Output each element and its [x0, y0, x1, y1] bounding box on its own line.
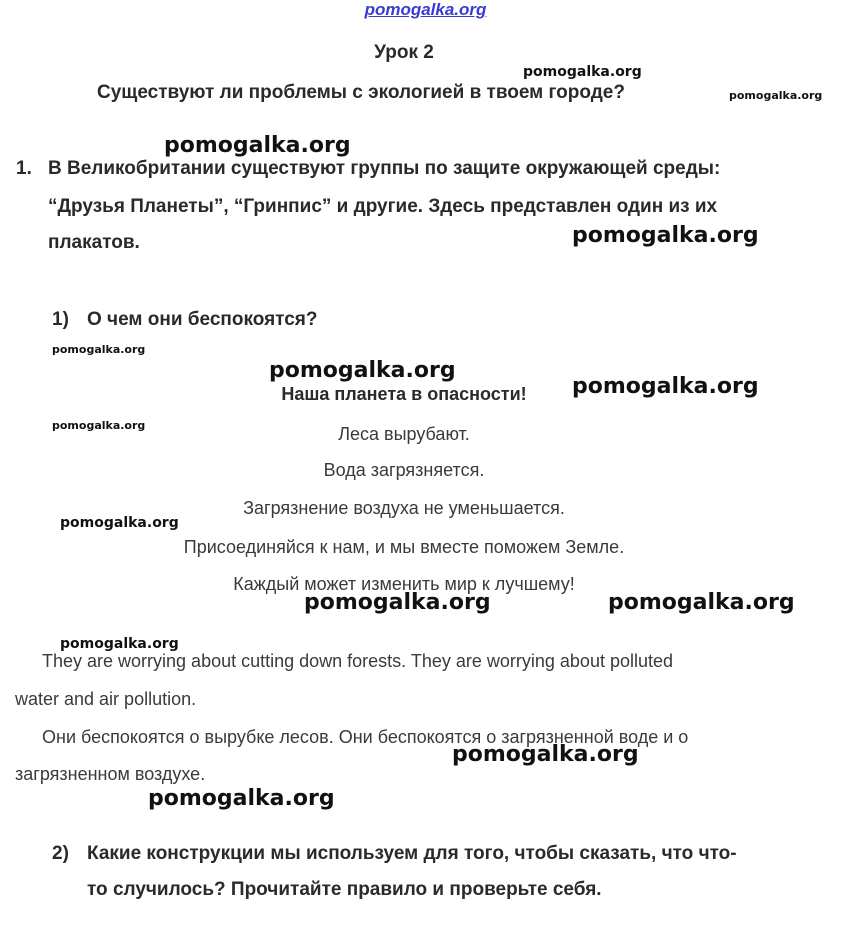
watermark: pomogalka.org — [148, 786, 335, 811]
watermark: pomogalka.org — [523, 64, 642, 80]
task-text-line: плакатов. — [48, 232, 140, 253]
watermark: pomogalka.org — [52, 343, 146, 356]
lesson-title: Урок 2 — [374, 42, 434, 63]
poster-line: Каждый может изменить мир к лучшему! — [233, 574, 575, 594]
watermark: pomogalka.org — [729, 89, 823, 102]
watermark: pomogalka.org — [52, 419, 146, 432]
poster-line: Загрязнение воздуха не уменьшается. — [243, 498, 565, 518]
question-text-line: то случилось? Прочитайте правило и проверьте себя. — [87, 879, 602, 900]
task-text-line: “Друзья Планеты”, “Гринпис” и другие. Здесь представлен один из их — [48, 196, 718, 217]
watermark: pomogalka.org — [269, 358, 456, 383]
question-number: 2) — [52, 843, 69, 864]
watermark: pomogalka.org — [608, 590, 795, 615]
question-number: 1) — [52, 309, 69, 330]
watermark: pomogalka.org — [60, 636, 179, 652]
poster-title: Наша планета в опасности! — [281, 384, 527, 404]
poster-line: Леса вырубают. — [338, 424, 470, 444]
poster-line: Присоединяйся к нам, и мы вместе поможем Земле. — [183, 537, 625, 557]
watermark: pomogalka.org — [304, 590, 491, 615]
watermark: pomogalka.org — [572, 223, 759, 248]
answer-english-line: They are worrying about cutting down forests. They are worrying about polluted — [42, 651, 674, 671]
answer-russian-line: загрязненном воздухе. — [15, 764, 206, 784]
question-text: О чем они беспокоятся? — [87, 309, 318, 330]
site-header-link[interactable]: pomogalka.org — [364, 0, 487, 19]
lesson-subtitle: Существуют ли проблемы с экологией в твоем городе? — [97, 82, 625, 103]
watermark: pomogalka.org — [60, 515, 179, 531]
answer-english-line: water and air pollution. — [15, 689, 197, 709]
watermark: pomogalka.org — [164, 133, 351, 158]
watermark: pomogalka.org — [452, 742, 639, 767]
task-text-line: В Великобритании существуют группы по защите окружающей среды: — [48, 158, 721, 179]
question-text-line: Какие конструкции мы используем для того, чтобы сказать, что что- — [87, 843, 737, 864]
task-number: 1. — [16, 158, 32, 179]
answer-russian-line: Они беспокоятся о вырубке лесов. Они беспокоятся о загрязненной воде и о — [42, 727, 689, 747]
watermark: pomogalka.org — [572, 374, 759, 399]
poster-line: Вода загрязняется. — [323, 460, 485, 480]
